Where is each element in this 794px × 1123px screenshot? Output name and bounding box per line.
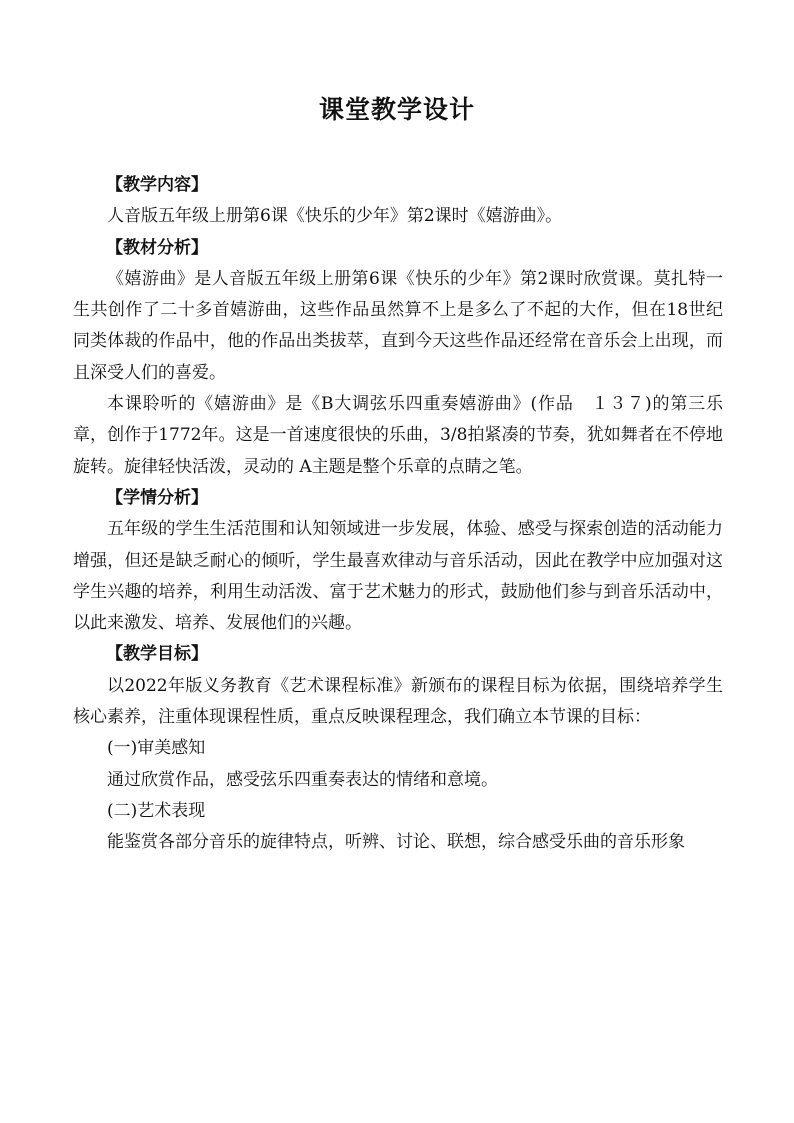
objective-item-1-label: (一)审美感知	[107, 738, 206, 759]
learner-analysis-paragraph: 五年级的学生生活范围和认知领域进一步发展，体验、感受与探索创造的活动能力增强，但还是缺乏耐心的倾听，学生最喜欢律动与音乐活动，因此在教学中应加强对这学生兴趣的培养，利用生动活泼、富于艺术魅力的形式，鼓励他们参与到音乐活动中，以此来激发、培养、发展他们的兴趣。	[73, 519, 723, 634]
section-heading-learner-analysis: 【学情分析】	[106, 487, 208, 508]
section-heading-teaching-content: 【教学内容】	[106, 175, 208, 195]
document-body	[73, 170, 723, 859]
objective-item-2-label: (二)艺术表现	[107, 800, 206, 821]
teaching-content-text: 人音版五年级上册第6课《快乐的少年》第2课时《嬉游曲》。	[107, 206, 563, 227]
textbook-analysis-paragraph-1: 《嬉游曲》是人音版五年级上册第6课《快乐的少年》第2课时欣赏课。莫扎特一生共创作了二十多首嬉游曲，这些作品虽然算不上是多么了不起的大作，但在18世纪同类体裁的作品中，他的作品出类拔萃，直到今天这些作品还经常在音乐会上出现，而且深受人们的喜爱。	[73, 268, 723, 383]
objective-item-1-text: 通过欣赏作品，感受弦乐四重奏表达的情绪和意境。	[107, 769, 498, 790]
page-title: 课堂教学设计	[318, 95, 475, 124]
objectives-intro: 以2022年版义务教育《艺术课程标准》新颁布的课程目标为依据，围绕培养学生核心素养，注重体现课程性质，重点反映课程理念，我们确立本节课的目标：	[73, 675, 723, 728]
textbook-analysis-paragraph-2: 本课聆听的《嬉游曲》是《B大调弦乐四重奏嬉游曲》(作品 １３７)的第三乐章，创作于1772年。这是一首速度很快的乐曲，3/8拍紧凑的节奏，犹如舞者在不停地旋转。旋律轻快活泼，灵动的 A主题是整个乐章的点睛之笔。	[73, 394, 723, 477]
section-heading-textbook-analysis: 【教材分析】	[106, 237, 208, 258]
objective-item-2-text: 能鉴赏各部分音乐的旋律特点，听辨、讨论、联想，综合感受乐曲的音乐形象	[107, 832, 685, 853]
section-heading-objectives: 【教学目标】	[106, 644, 208, 665]
